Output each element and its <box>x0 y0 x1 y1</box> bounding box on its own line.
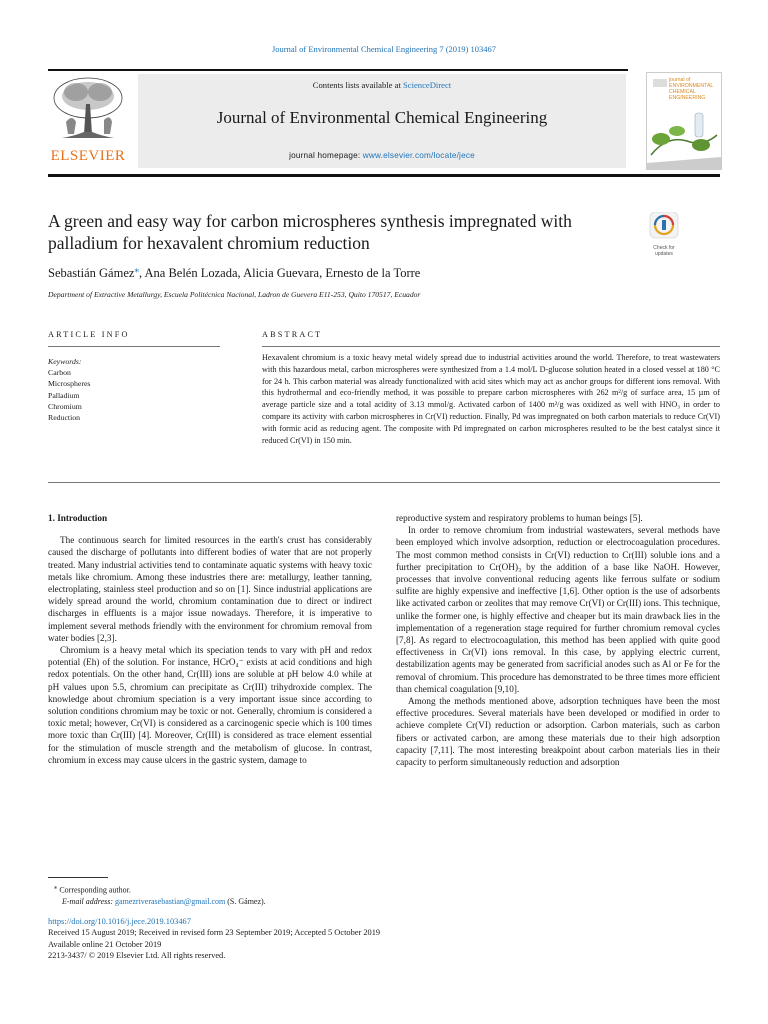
keywords-block <box>48 356 90 423</box>
author-rest: , Ana Belén Lozada, Alicia Guevara, Ernesto de la Torre <box>138 266 421 281</box>
contents-prefix: Contents lists available at <box>312 80 403 90</box>
keyword: Microspheres <box>48 379 91 389</box>
contents-line <box>138 80 626 90</box>
body-right-column <box>396 512 720 768</box>
cover-text-line: CHEMICAL <box>669 89 696 95</box>
article-title: A green and easy way for carbon microspheres synthesis impregnated with palladium for hexavalent chromium reduction <box>48 211 572 253</box>
cover-text-line: ENVIRONMENTAL <box>669 83 714 89</box>
elsevier-wordmark: ELSEVIER <box>50 148 126 164</box>
email-line <box>48 896 266 907</box>
keywords-label: Keywords: <box>48 357 82 366</box>
cover-leaf-image <box>647 105 721 169</box>
received-dates: Received 15 August 2019; Received in revised form 23 September 2019; Accepted 5 October 2019 <box>48 928 381 938</box>
author-first[interactable]: Sebastián Gámez <box>48 266 135 281</box>
journal-cover-thumbnail[interactable] <box>646 72 722 170</box>
abstract-bottom-rule <box>48 482 720 483</box>
homepage-prefix: journal homepage: <box>289 151 363 160</box>
header-bottom-rule <box>48 174 720 177</box>
body-paragraph: reproductive system and respiratory problems to human beings [5]. <box>396 513 643 523</box>
email-suffix: (S. Gámez). <box>225 896 266 906</box>
section-heading: 1. Introduction <box>48 513 108 523</box>
homepage-link[interactable]: www.elsevier.com/locate/jece <box>362 151 475 160</box>
body-paragraph: Chromium is a heavy metal which its speciation tends to vary with pH and redox potential (Eh) of the solution. For instance, HCrO₄⁻ exists at acid conditions and high redox potentials. On the other hand, Cr(III) ions are soluble at pH below 4.0 while at pH values upon 5.5, chromium can precipitate as Cr(III) trihydroxide complex. The knowledge about chromium speciation is a very important issue since according to solution conditions chromium may be toxic or not. Generally, chromium is considered a toxic metal; however, Cr(VI) is considered as a carcinogenic specie which is 100 times more toxic than Cr(III) [4]. Moreover, Cr(III) is considered as trace element essential for the stimulation of muscle strength and the metabolism of glucose. In contrast, chromium in excess may cause ulcers in the gastric system, damage to <box>48 645 372 765</box>
header-top-rule <box>48 69 628 71</box>
body-paragraph: The continuous search for limited resources in the earth's crust has considerably caused the discharge of pollutants into different bodies of water that are not properly treated. Many industrial activities tend to contaminate aquatic systems with heavy toxic metals like chromium. Among these industries there are: metallurgy, leather tanning, electroplating, stainless steel production and so on [1]. Since industrial applications are widely spread around the world, chromium contamination due to direct or indirect discharges in effluents is a major issue nowadays. Therefore, it is imperative to implement several methods friendly with the environment for chromium removal from water bodies [2,3]. <box>48 535 372 643</box>
abstract-heading: ABSTRACT <box>262 330 323 339</box>
body-paragraph: In order to remove chromium from industrial wastewaters, several methods have been employed which involve adsorption, reduction or electrocoagulation procedures. The most common method consists in Cr(VI) reduction to Cr(III) soluble ions and a further precipitation to Cr(OH)₃ by the addition of a base like NaOH. However, processes that involve conventional reducing agents like ferrous sulfate or sodium sulfite are highly expensive and ineffective [1,6]. Other option is the use of adsorbents like activated carbon or zeolites that may remove Cr(VI) or Cr(III) ions. This technique, unlike the former one, is highly effective and cheaper but its main drawback lies in the implementation of a regeneration stage required for further chromium removal cycles [7,8]. As regard to electrocoagulation, this method has been applied with quite good effectiveness in Cr(VI) ions removal. In this case, by applying electric current, destabilization agents may be generated from sacrificial anodes such as Al or Fe for the removal of chromium. This procedure has demonstrated to be three times more efficient than chemical coagulation [9,10]. <box>396 525 720 694</box>
keyword: Chromium <box>48 401 82 411</box>
footnote-mark: ⁎ <box>54 884 58 891</box>
cover-text-line: ENGINEERING <box>669 95 706 101</box>
body-paragraph: Among the methods mentioned above, adsorption techniques have been the most effective procedures. Several materials have been developed or modified in order to achieve complete Cr(VI) reduction or adsorption. Carbon materials, such as carbon fibers or activated carbon, are among these materials due to their high adsorption capacity [7,11]. The most interesting breakpoint about carbon materials lies in their capacity to perform simultaneously reduction and adsorption <box>396 696 720 768</box>
author-list <box>48 264 420 281</box>
corresponding-label: Corresponding author. <box>59 885 131 895</box>
badge-text-line: Check for <box>653 245 675 251</box>
body-left-column <box>48 512 372 766</box>
cover-text-line: journal of <box>669 77 691 83</box>
abstract-text: Hexavalent chromium is a toxic heavy metal widely spread due to industrial activities around the world. Therefore, to treat wastewaters with this hazardous metal, carbon microspheres were synthesized from a 1.4 mol/L D-glucose solution heated in a closed vessel at 180 °C for 24 h. This carbon material was already functionalized with acid sites which may act as anchor groups for different ions removal. With this hydrothermal and eco-friendly method, it was possible to prepare carbon microspheres with 262 m²/g of surface area, 15 µm of average particle size and a total acidity of 3.13 mmol/g. Activated carbon of 1400 m²/g was oxidized as well with HNO₃ in order to compare its activity with carbon microspheres in Cr(VI) reduction. Finally, Pd was impregnated on both carbon materials to reduce Cr(VI) with formic acid as reducing agent. The composite with Pd impregnated on carbon microspheres resulted to be the best catalyst since it reduced Cr(VI) in 150 min. <box>262 353 720 445</box>
journal-title: Journal of Environmental Chemical Engineering <box>216 108 548 127</box>
check-updates-icon <box>644 212 684 240</box>
keyword: Palladium <box>48 390 80 400</box>
footnote-rule <box>48 877 108 878</box>
corresponding-note <box>48 882 266 896</box>
journal-citation[interactable]: Journal of Environmental Chemical Engineering 7 (2019) 103467 <box>271 44 497 54</box>
check-for-updates-badge[interactable] <box>644 212 684 256</box>
article-info-heading: ARTICLE INFO <box>48 330 130 339</box>
publication-info <box>48 916 380 962</box>
email-link[interactable]: gamezriverasebastian@gmail.com <box>115 896 226 906</box>
affiliation: Department of Extractive Metallurgy, Escuela Politécnica Nacional, Ladron de Guevera E11-253, Quito 170517, Ecuador <box>48 290 421 299</box>
issn-copyright: 2213-3437/ © 2019 Elsevier Ltd. All rights reserved. <box>48 951 226 961</box>
cover-logo-block <box>653 79 667 87</box>
keyword: Reduction <box>48 413 81 423</box>
abstract-rule <box>262 346 720 347</box>
journal-homepage <box>138 151 626 160</box>
badge-text-line: updates <box>655 251 673 257</box>
sciencedirect-link[interactable]: ScienceDirect <box>403 80 452 90</box>
footnote <box>48 882 266 907</box>
email-label: E-mail address: <box>62 896 116 906</box>
article-info-rule <box>48 346 220 347</box>
doi-link[interactable]: https://doi.org/10.1016/j.jece.2019.103467 <box>48 917 191 926</box>
available-online: Available online 21 October 2019 <box>48 939 162 949</box>
corresponding-author-mark[interactable]: ⁎ <box>134 264 139 274</box>
keyword: Carbon <box>48 368 71 378</box>
